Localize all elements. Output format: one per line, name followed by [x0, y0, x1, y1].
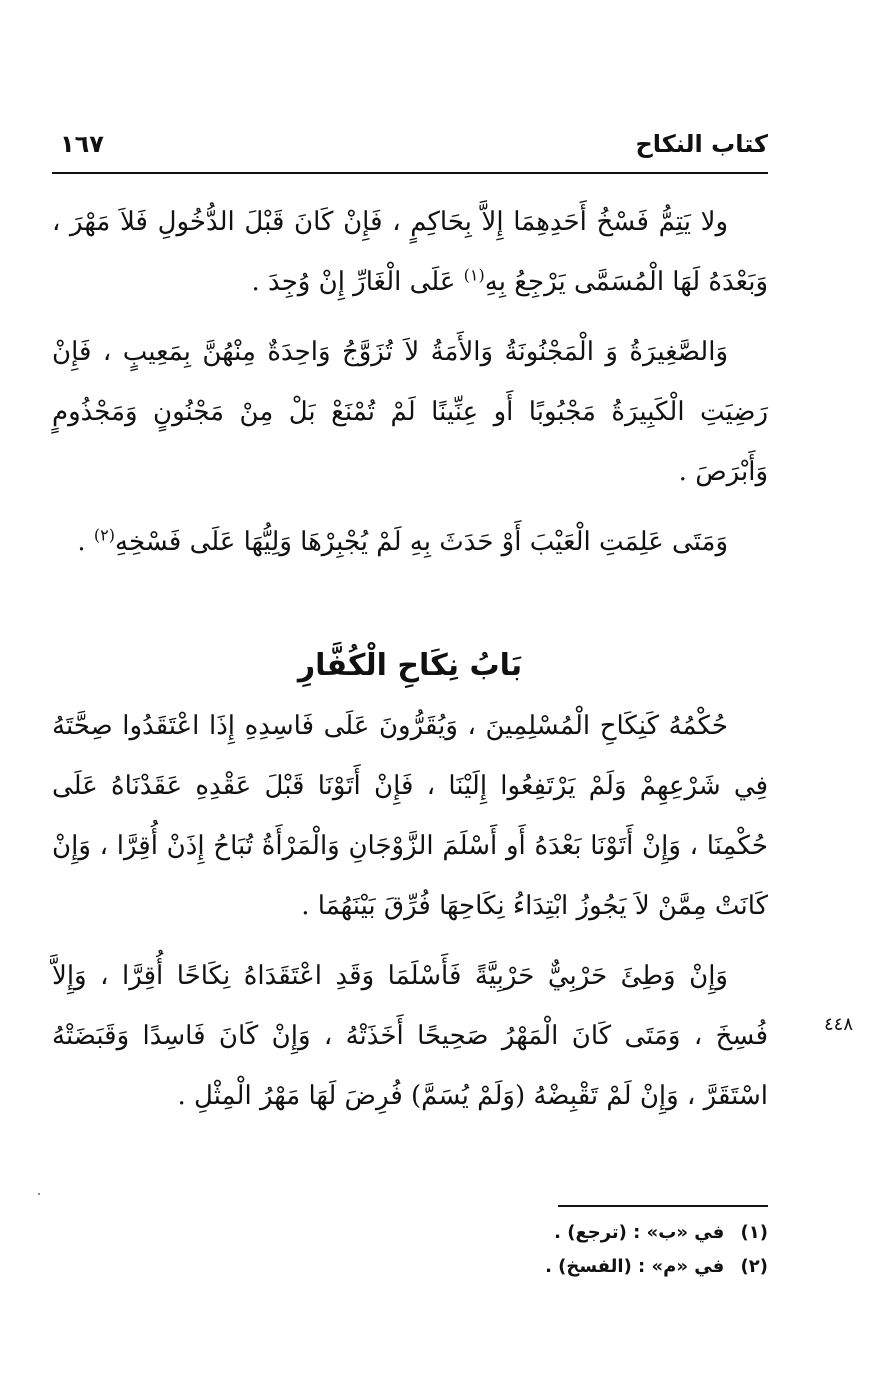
paragraph-harbi-marriage: وَإِنْ وَطِئَ حَرْبِيٌّ حَرْبِيَّةً فَأَسْلَمَا وَقَدِ اعْتَقَدَاهُ نِكَاحًا أُقِرَّا ، وَإِلاَّ فُسِخَ ، وَمَتَى كَانَ الْمَهْرُ صَحِيحًا أَخَذَتْهُ ، وَإِنْ كَانَ فَاسِدًا وَقَبَضَتْهُ اسْتَقَرَّ ، وَإِنْ لَمْ تَقْبِضْهُ (وَلَمْ يُسَمَّ) فُرِضَ لَهَا مَهْرُ الْمِثْلِ .	[52, 961, 768, 1111]
main-text	[52, 192, 768, 1126]
scan-speck	[38, 1193, 40, 1195]
paragraph-text: وَمَتَى عَلِمَتِ الْعَيْبَ أَوْ حَدَثَ بِهِ لَمْ يُجْبِرْهَا وَلِيُّهَا عَلَى فَسْخِهِ	[115, 527, 728, 557]
book-title: كتاب النكاح	[635, 130, 768, 158]
page-number: ١٦٧	[60, 130, 104, 158]
running-header	[52, 128, 768, 168]
footnotes	[400, 1216, 768, 1284]
paragraph-defect-knowledge	[52, 512, 768, 572]
footnote-rule	[558, 1205, 768, 1207]
footnote-marker-2: (٢)	[93, 525, 116, 545]
footnote-1	[400, 1216, 768, 1250]
footnote-2	[400, 1250, 768, 1284]
footnote-text: في «ب» : (ترجع) .	[554, 1222, 725, 1243]
section-spacer	[52, 572, 768, 636]
paragraph-text: .	[77, 527, 86, 557]
paragraph-text: ولا يَتِمُّ فَسْخُ أَحَدِهِمَا إِلاَّ بِحَاكِمٍ ، فَإِنْ كَانَ قَبْلَ الدُّخُولِ فَلاَ مَهْرَ ، وَبَعْدَهُ لَهَا الْمُسَمَّى يَرْجِعُ بِهِ	[52, 207, 768, 297]
footnote-marker-1: (١)	[463, 265, 485, 285]
paragraph-text: عَلَى الْغَارِّ إِنْ وُجِدَ .	[251, 267, 456, 297]
footnote-number: (٢)	[740, 1256, 768, 1277]
paragraph-marriage-ruling: حُكْمُهُ كَنِكَاحِ الْمُسْلِمِينَ ، وَيُقَرُّونَ عَلَى فَاسِدِهِ إِذَا اعْتَقَدُوا صِحَّتَهُ فِي شَرْعِهِمْ وَلَمْ يَرْتَفِعُوا إِلَيْنَا ، فَإِنْ أَتَوْنَا قَبْلَ عَقْدِهِ عَقَدْنَاهُ عَلَى حُكْمِنَا ، وَإِنْ أَتَوْنَا بَعْدَهُ أَو أَسْلَمَ الزَّوْجَانِ وَالْمَرْأَةُ تُبَاحُ إِذَنْ أُقِرَّا ، وَإِنْ كَانَتْ مِمَّنْ لاَ يَجُوزُ ابْتِدَاءُ نِكَاحِهَا فُرِّقَ بَيْنَهُمَا .	[52, 711, 768, 921]
footnote-text: في «م» : (الفسخ) .	[545, 1256, 725, 1277]
header-rule	[52, 172, 768, 174]
footnote-number: (١)	[740, 1222, 768, 1243]
section-title: بَابُ نِكَاحِ الْكُفَّارِ	[297, 648, 523, 683]
margin-reference-number: ٤٤٨	[824, 1014, 854, 1035]
paragraph-minor-and-insane: وَالصَّغِيرَةُ وَ الْمَجْنُونَةُ وَالأَمَةُ لاَ تُزَوَّجُ وَاحِدَةٌ مِنْهُنَّ بِمَعِيبٍ ، فَإِنْ رَضِيَتِ الْكَبِيرَةُ مَجْبُوبًا أَو عِنِّينًا لَمْ تُمْنَعْ بَلْ مِنْ مَجْنُونٍ وَمَجْذُومٍ وَأَبْرَصَ .	[52, 337, 768, 487]
paragraph-annulment	[52, 192, 768, 312]
